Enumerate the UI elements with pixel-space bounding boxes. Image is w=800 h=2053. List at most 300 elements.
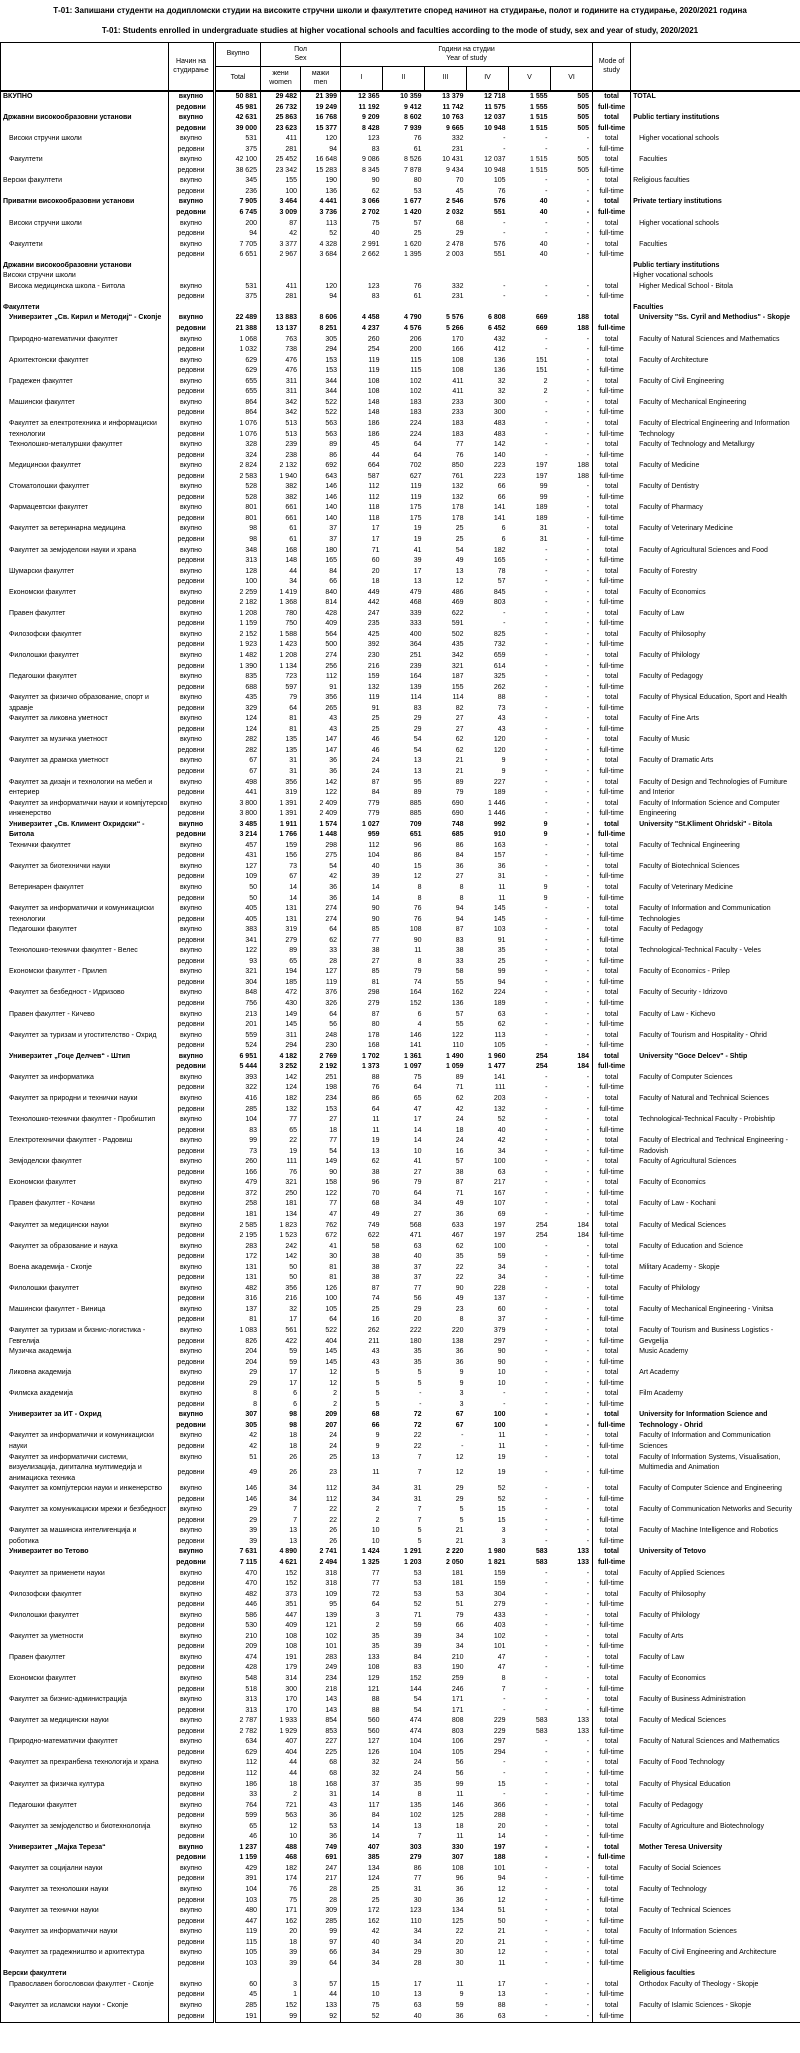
value-cell: -	[551, 1948, 593, 1959]
study-mode-fulltime-label: редовни	[177, 1643, 205, 1651]
row-label-en: Faculty of Architecture	[639, 356, 709, 364]
value-cell: 170	[261, 1695, 301, 1706]
value-cell: -	[503, 282, 506, 290]
page-title-mk: Т-01: Запишани студенти на додипломски студии на високите стручни школи и факултетите според начинот на студирање, полот и годините на студирање, 2020/2021 година	[53, 6, 747, 15]
value-cell: 119	[368, 356, 380, 364]
value-cell: -	[551, 1263, 593, 1274]
row-label-mk: Факултет за биотехнички науки	[1, 862, 169, 883]
value-cell: 184	[551, 1221, 593, 1232]
value-cell: -	[545, 409, 548, 417]
value-cell: 34	[371, 1485, 380, 1493]
value-cell: 469	[451, 599, 464, 607]
value-cell: 471	[409, 1232, 422, 1240]
value-cell: 430	[261, 999, 301, 1010]
study-mode-total-label: вкупно	[178, 820, 204, 828]
value-cell: 67	[215, 767, 261, 778]
study-mode-total-label: вкупно	[180, 525, 202, 533]
value-cell: 35	[371, 1643, 380, 1651]
study-mode-total-label: вкупно	[180, 841, 202, 849]
value-cell: 125	[451, 1812, 464, 1820]
value-cell: 90	[455, 1284, 464, 1292]
study-mode-total-label: вкупно	[180, 1980, 202, 1988]
value-cell: 188	[493, 1854, 506, 1862]
value-cell: 142	[493, 441, 506, 449]
value-cell: 190	[451, 1664, 464, 1672]
value-cell: 24	[371, 768, 380, 775]
value-cell: 105	[301, 1305, 341, 1316]
value-cell: 22	[413, 1443, 422, 1450]
value-cell: 165	[493, 557, 506, 565]
table-row-total	[1, 1221, 800, 1232]
value-cell: 35	[413, 1358, 422, 1366]
value-cell: 171	[261, 1906, 301, 1917]
value-cell: 39	[413, 557, 422, 565]
value-cell: 174	[261, 1874, 301, 1885]
value-cell: 49	[455, 1295, 464, 1303]
value-cell: 254	[535, 1221, 548, 1229]
mode-of-study-fulltime-label: full-time	[593, 1790, 631, 1801]
value-cell: 92	[301, 2012, 341, 2023]
mode-of-study-fulltime-label: full-time	[593, 1400, 631, 1411]
value-cell: 76	[261, 1885, 301, 1896]
value-cell: 9	[459, 1991, 464, 1999]
study-mode-total-label: вкупно	[180, 546, 202, 554]
study-mode-fulltime-label: редовни	[177, 957, 205, 965]
value-cell: 75	[371, 219, 380, 227]
value-cell: 1 980	[487, 1548, 506, 1556]
value-cell: -	[545, 1537, 548, 1545]
mode-of-study-total-label: total	[593, 1326, 631, 1337]
value-cell: 281	[261, 145, 301, 156]
value-cell: 468	[409, 599, 422, 607]
study-mode-fulltime-label: редовни	[177, 1147, 205, 1155]
value-cell: 2	[301, 1389, 341, 1400]
value-cell: 375	[215, 292, 261, 303]
value-cell: -	[551, 1136, 593, 1147]
value-cell: 65	[261, 957, 301, 968]
value-cell: 405	[215, 904, 261, 915]
value-cell	[467, 261, 509, 272]
value-cell: 112	[215, 1758, 261, 1769]
value-cell: -	[545, 936, 548, 944]
row-label-mk: Архитектонски факултет	[1, 356, 169, 377]
value-cell: 90	[371, 905, 380, 913]
value-cell: -	[545, 1896, 548, 1904]
value-cell: 99	[539, 483, 548, 491]
mode-of-study-total-label: total	[593, 1526, 631, 1537]
value-cell: 3 736	[301, 208, 341, 219]
value-cell: -	[551, 640, 593, 651]
value-cell: 522	[301, 1326, 341, 1337]
value-cell: 112	[301, 1484, 341, 1495]
study-mode-total-label: вкупно	[180, 1780, 202, 1788]
value-cell: -	[545, 1580, 548, 1588]
value-cell: -	[545, 989, 548, 997]
study-mode-fulltime-label: редовни	[177, 535, 205, 543]
value-cell: 153	[301, 366, 341, 377]
value-cell: 563	[301, 419, 341, 430]
value-cell: 9	[543, 894, 548, 902]
value-cell: 12	[301, 1379, 341, 1390]
value-cell: 4 790	[403, 314, 422, 322]
value-cell: 411	[261, 134, 301, 145]
study-mode-fulltime-label: редовни	[177, 251, 205, 259]
value-cell: -	[545, 799, 548, 807]
value-cell: 254	[367, 346, 380, 354]
table-row-total	[1, 1347, 800, 1358]
row-label-en: Faculty of Natural Sciences and Mathematics	[639, 335, 780, 343]
value-cell: 1 677	[403, 198, 422, 206]
value-cell: 34	[497, 1274, 506, 1282]
value-cell: 54	[413, 1706, 422, 1714]
value-cell: 561	[261, 1326, 301, 1337]
value-cell: -	[503, 219, 506, 227]
value-cell: 70	[371, 1189, 380, 1197]
value-cell: 146	[301, 482, 341, 493]
study-mode-total-label: вкупно	[180, 441, 202, 449]
value-cell: -	[551, 1284, 593, 1295]
value-cell: 1 395	[403, 251, 422, 259]
row-label-en: Faculty of Civil Engineering	[639, 377, 724, 385]
value-cell: 692	[301, 461, 341, 472]
mode-of-study-fulltime-label: full-time	[593, 1105, 631, 1116]
value-cell: -	[551, 1874, 593, 1885]
value-cell: 87	[261, 219, 301, 230]
value-cell: 1 940	[261, 472, 301, 483]
value-cell: -	[551, 1294, 593, 1305]
value-cell: 8	[417, 884, 422, 892]
value-cell: 764	[215, 1801, 261, 1812]
value-cell: -	[551, 430, 593, 441]
row-label-mk: Земјоделски факултет	[1, 1157, 169, 1178]
value-cell: 14	[413, 1137, 422, 1145]
value-cell: -	[551, 904, 593, 915]
mode-of-study-total-label: total	[593, 419, 631, 430]
value-cell: 854	[301, 1716, 341, 1727]
value-cell: 4 237	[361, 325, 380, 333]
value-cell: -	[545, 1738, 548, 1746]
value-cell: 43	[301, 714, 341, 725]
row-label-en: TOTAL	[633, 93, 656, 100]
value-cell: 197	[493, 1221, 506, 1229]
value-cell: 137	[215, 1305, 261, 1316]
value-cell: -	[545, 1885, 548, 1893]
mode-of-study-total-label: total	[593, 1410, 631, 1421]
mode-of-study-fulltime-label: full-time	[593, 640, 631, 651]
value-cell: 15	[413, 862, 422, 870]
value-cell: 101	[493, 1864, 506, 1872]
mode-of-study-total-label: total	[593, 176, 631, 187]
value-cell: 21 399	[301, 91, 341, 103]
value-cell: 307	[215, 1410, 261, 1421]
row-label-en: Faculty of Philology	[639, 651, 700, 659]
row-label-en: Faculty of Technology and Metallurgy	[639, 441, 755, 449]
value-cell: 19	[497, 1453, 506, 1461]
study-mode-total-label: вкупно	[180, 1949, 202, 1957]
value-cell: 761	[451, 472, 464, 480]
value-cell: 216	[367, 662, 380, 670]
value-cell: 104	[409, 1738, 422, 1746]
value-cell: 180	[409, 1337, 422, 1345]
value-cell: 77	[301, 1199, 341, 1210]
row-label-en: Faculty of Education and Science	[639, 1242, 743, 1250]
value-cell: 35	[413, 1780, 422, 1788]
value-cell: 8	[459, 884, 464, 892]
study-mode-fulltime-label: редовни	[177, 1516, 205, 1524]
value-cell: -	[545, 1042, 548, 1050]
study-mode-fulltime-label: редовни	[177, 1189, 205, 1197]
value-cell: 10	[371, 1527, 380, 1535]
study-mode-total-label: вкупно	[180, 377, 202, 385]
value-cell: 148	[367, 398, 380, 406]
value-cell: 483	[493, 430, 506, 438]
table-row-total	[1, 1284, 800, 1295]
value-cell: -	[503, 145, 506, 153]
value-cell: 72	[371, 1590, 380, 1598]
value-cell: 25	[371, 1305, 380, 1313]
value-cell: 81	[371, 978, 380, 986]
value-cell: 159	[493, 1569, 506, 1577]
value-cell: 249	[301, 1663, 341, 1674]
value-cell: -	[551, 356, 593, 367]
value-cell: 2 967	[261, 250, 301, 261]
value-cell: 77	[413, 1875, 422, 1883]
value-cell: -	[551, 957, 593, 968]
value-cell: 498	[215, 778, 261, 789]
value-cell: 67	[455, 1411, 464, 1419]
row-label-en: Private tertiary institutions	[633, 198, 722, 206]
value-cell: 61	[261, 535, 301, 546]
mode-of-study-total-label: total	[593, 988, 631, 999]
value-cell: 274	[301, 651, 341, 662]
value-cell: 147	[301, 735, 341, 746]
value-cell: 12	[301, 1368, 341, 1379]
study-mode-total-label: вкупно	[180, 2001, 202, 2009]
value-cell: 840	[301, 588, 341, 599]
table-row-total	[1, 2001, 800, 2012]
value-cell: 1 515	[529, 156, 548, 164]
value-cell: 32	[261, 1305, 301, 1316]
value-cell: 285	[301, 1917, 341, 1928]
value-cell: 53	[301, 1822, 341, 1833]
study-mode-fulltime-label: редовни	[177, 1622, 205, 1630]
value-cell: 1 823	[261, 1221, 301, 1232]
value-cell: 476	[261, 356, 301, 367]
value-cell: 19	[413, 525, 422, 533]
value-cell: 304	[215, 978, 261, 989]
value-cell: 52	[497, 1495, 506, 1503]
value-cell: 27	[413, 1168, 422, 1176]
value-cell	[509, 261, 551, 272]
value-cell: 1 515	[529, 114, 548, 122]
mode-of-study-total-label: total	[593, 377, 631, 388]
value-cell: 382	[261, 482, 301, 493]
value-cell: 39 000	[215, 124, 261, 135]
value-cell: 9	[375, 1432, 380, 1440]
mode-of-study-fulltime-label: full-time	[593, 366, 631, 377]
mode-of-study-fulltime-label: full-time	[593, 1853, 631, 1864]
value-cell: 170	[451, 335, 464, 343]
study-mode-total-label: вкупно	[180, 884, 202, 892]
table-row-total	[1, 862, 800, 873]
row-label-en: Faculty of Information Sciences	[639, 1928, 737, 1936]
value-cell: 53	[413, 187, 422, 195]
value-cell: 403	[493, 1622, 506, 1630]
value-cell: 18	[261, 1938, 301, 1949]
value-cell	[467, 1969, 509, 1980]
value-cell: 209	[301, 1410, 341, 1421]
value-cell: 1 821	[487, 1559, 506, 1567]
value-cell: -	[551, 1468, 593, 1484]
value-cell: 234	[301, 1674, 341, 1685]
value-cell: 66	[455, 1622, 464, 1630]
value-cell: 76	[497, 187, 506, 195]
value-cell: -	[551, 1864, 593, 1875]
value-cell: -	[545, 567, 548, 575]
value-cell: 81	[261, 725, 301, 736]
value-cell: 99	[497, 968, 506, 976]
value-cell: 124	[261, 1083, 301, 1094]
value-cell: 319	[261, 925, 301, 936]
mode-of-study-fulltime-label: full-time	[593, 746, 631, 757]
value-cell: 643	[301, 472, 341, 483]
value-cell: 77	[301, 1136, 341, 1147]
value-cell: -	[545, 905, 548, 913]
value-cell: 282	[215, 735, 261, 746]
value-cell: 77	[371, 1569, 380, 1577]
row-label-mk: ВКУПНО	[1, 91, 169, 113]
value-cell: 96	[455, 1875, 464, 1883]
value-cell: 2 702	[361, 209, 380, 217]
value-cell: 86	[455, 841, 464, 849]
col-header-women	[261, 67, 301, 92]
study-mode-total-label: вкупно	[180, 673, 202, 681]
value-cell: 474	[409, 1717, 422, 1725]
value-cell: -	[551, 588, 593, 599]
value-cell: 467	[451, 1232, 464, 1240]
value-cell: 634	[215, 1737, 261, 1748]
section-header-row	[1, 1969, 800, 1980]
value-cell: 318	[301, 1569, 341, 1580]
value-cell: 564	[301, 630, 341, 641]
mode-of-study-fulltime-label: full-time	[593, 1083, 631, 1094]
value-cell: 38	[371, 1263, 380, 1271]
mode-of-study-total-label: total	[593, 282, 631, 293]
table-row-total	[1, 219, 800, 230]
value-cell: -	[545, 1337, 548, 1345]
mode-of-study-fulltime-label: full-time	[593, 292, 631, 303]
study-mode-total-label: вкупно	[180, 926, 202, 934]
mode-of-study-fulltime-label: full-time	[593, 1294, 631, 1305]
value-cell: -	[545, 1010, 548, 1018]
mode-of-study-fulltime-label: full-time	[593, 535, 631, 546]
value-cell: 178	[451, 514, 464, 522]
value-cell: 223	[493, 462, 506, 470]
value-cell: 132	[451, 483, 464, 491]
value-cell: 597	[261, 683, 301, 694]
value-cell: 73	[215, 1147, 261, 1158]
value-cell: 229	[493, 1727, 506, 1735]
value-cell: -	[551, 208, 593, 219]
value-cell: 885	[409, 810, 422, 818]
row-label-mk: Високи стручни школи	[1, 271, 169, 282]
value-cell: 111	[494, 1084, 506, 1092]
value-cell: 457	[215, 841, 261, 852]
row-label-en: Higher vocational schools	[633, 272, 713, 280]
value-cell: -	[551, 683, 593, 694]
value-cell: 73	[497, 704, 506, 712]
mode-of-study-total-label: total	[593, 1073, 631, 1084]
value-cell: 33	[455, 957, 464, 965]
value-cell: 12 365	[358, 93, 380, 100]
value-cell: 12	[497, 1896, 506, 1904]
row-label-en: Faculty of Economics	[639, 1675, 706, 1683]
row-label-en: Faculty of Tourism and Business Logistics - Gevgelija	[639, 1326, 774, 1345]
study-mode-fulltime-label: редовни	[177, 1021, 205, 1029]
row-label-mk: Факултети	[1, 240, 169, 261]
value-cell: 11	[372, 1469, 380, 1477]
value-cell: 49	[455, 1200, 464, 1208]
value-cell: 151	[535, 356, 548, 364]
row-label-en: Faculty of Medical Sciences	[639, 1221, 726, 1229]
table-row-total	[1, 1569, 800, 1580]
value-cell: 36	[301, 756, 341, 767]
value-cell: 76	[413, 905, 422, 913]
value-cell: 207	[301, 1421, 341, 1432]
value-cell: 220	[451, 1326, 464, 1334]
study-mode-total-label: вкупно	[180, 736, 202, 744]
value-cell: 112	[301, 1495, 341, 1506]
value-cell: 1 419	[261, 588, 301, 599]
value-cell	[467, 271, 509, 282]
study-mode-fulltime-label: редовни	[177, 187, 205, 195]
value-cell: 404	[261, 1748, 301, 1759]
value-cell: 79	[261, 693, 301, 704]
value-cell: 197	[493, 1843, 506, 1851]
value-cell: 1 477	[487, 1063, 506, 1071]
value-cell: 9	[543, 884, 548, 892]
value-cell: 756	[215, 999, 261, 1010]
study-mode-fulltime-label: редовни	[177, 641, 205, 649]
value-cell: 164	[409, 989, 422, 997]
value-cell: 79	[413, 1179, 422, 1187]
value-cell: 135	[409, 1801, 422, 1809]
value-cell: 43	[497, 725, 506, 733]
value-cell: 69	[497, 1210, 506, 1218]
value-cell: 5	[417, 1537, 422, 1545]
value-cell: 40	[371, 1938, 380, 1946]
value-cell: 83	[413, 1664, 422, 1672]
mode-of-study-total-label: total	[593, 440, 631, 451]
value-cell: 9	[543, 820, 548, 828]
value-cell: 127	[301, 967, 341, 978]
value-cell: 23 623	[261, 124, 301, 135]
value-cell: 45 981	[215, 103, 261, 114]
value-cell: 33	[215, 1790, 261, 1801]
mode-of-study-total-label: total	[593, 841, 631, 852]
value-cell: 90	[371, 177, 380, 185]
value-cell: 409	[261, 1621, 301, 1632]
value-cell: 825	[493, 630, 506, 638]
value-cell: 34	[261, 577, 301, 588]
value-cell: 53	[413, 1569, 422, 1577]
mode-of-study-cell	[593, 261, 631, 272]
value-cell: 422	[261, 1337, 301, 1348]
mode-of-study-total-label: total	[593, 356, 631, 367]
value-cell: 100	[493, 1242, 506, 1250]
value-cell: 1 448	[301, 830, 341, 841]
value-cell: 432	[493, 335, 506, 343]
